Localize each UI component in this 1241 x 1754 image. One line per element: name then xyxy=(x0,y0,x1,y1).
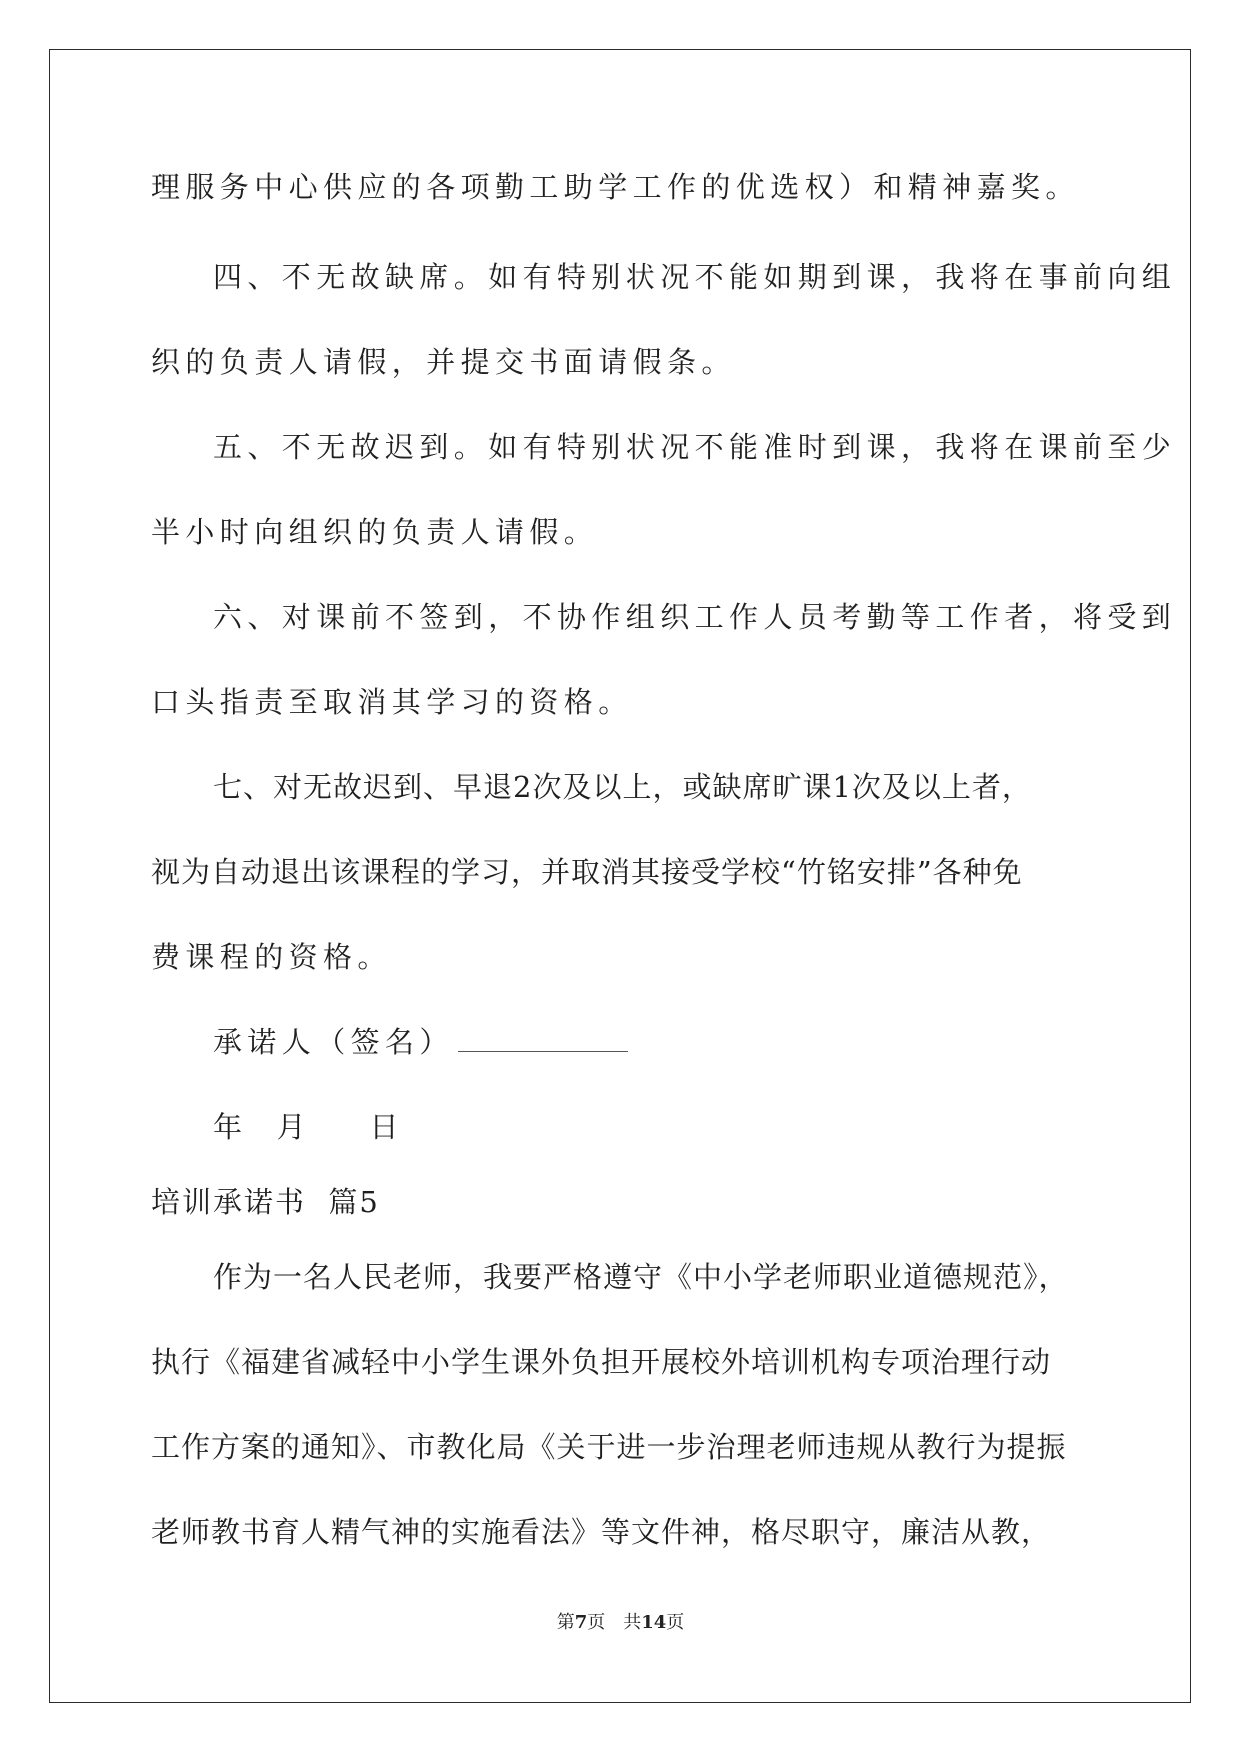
signature-label: 承诺人（签名） xyxy=(213,1025,454,1059)
paragraph-line: 作为一名人民老师，我要严格遵守《中小学老师职业道德规范》， xyxy=(213,1260,1069,1294)
paragraph-line: 费课程的资格。 xyxy=(151,940,392,974)
paragraph-line: 口头指责至取消其学习的资格。 xyxy=(151,685,633,719)
paragraph-line: 织的负责人请假，并提交书面请假条。 xyxy=(151,345,736,379)
section-heading: 培训承诺书 篇5 xyxy=(151,1185,380,1219)
paragraph-line: 理服务中心供应的各项勤工助学工作的优选权）和精神嘉奖。 xyxy=(151,170,1080,204)
paragraph-line: 半小时向组织的负责人请假。 xyxy=(151,515,599,549)
total-prefix: 共 xyxy=(623,1612,642,1633)
total-suffix: 页 xyxy=(666,1612,685,1633)
total-pages: 14 xyxy=(641,1612,667,1633)
signature-blank xyxy=(458,1031,628,1052)
page-suffix: 页 xyxy=(587,1612,606,1633)
paragraph-line: 七、对无故迟到、早退2次及以上，或缺席旷课1次及以上者， xyxy=(213,770,1032,804)
date-line: 年 月 日 xyxy=(213,1110,404,1144)
footer-prefix: 第 xyxy=(556,1612,575,1633)
page-number: 7 xyxy=(574,1612,588,1633)
paragraph-line: 执行《福建省减轻中小学生课外负担开展校外培训机构专项治理行动 xyxy=(151,1345,1052,1379)
paragraph-line: 老师教书育人精气神的实施看法》等文件神，格尽职守，廉洁从教， xyxy=(151,1515,1052,1549)
paragraph-line: 工作方案的通知》、市教化局《关于进一步治理老师违规从教行为提振 xyxy=(151,1430,1067,1464)
paragraph-line: 视为自动退出该课程的学习，并取消其接受学校“竹铭安排”各种免 xyxy=(151,855,1023,889)
paragraph-line: 六、对课前不签到，不协作组织工作人员考勤等工作者，将受到 xyxy=(213,600,1177,634)
paragraph-line: 四、不无故缺席。如有特别状况不能如期到课，我将在事前向组 xyxy=(213,260,1177,294)
signature-line xyxy=(213,1022,628,1062)
page-footer xyxy=(0,1612,1241,1634)
paragraph-line: 五、不无故迟到。如有特别状况不能准时到课，我将在课前至少 xyxy=(213,430,1177,464)
